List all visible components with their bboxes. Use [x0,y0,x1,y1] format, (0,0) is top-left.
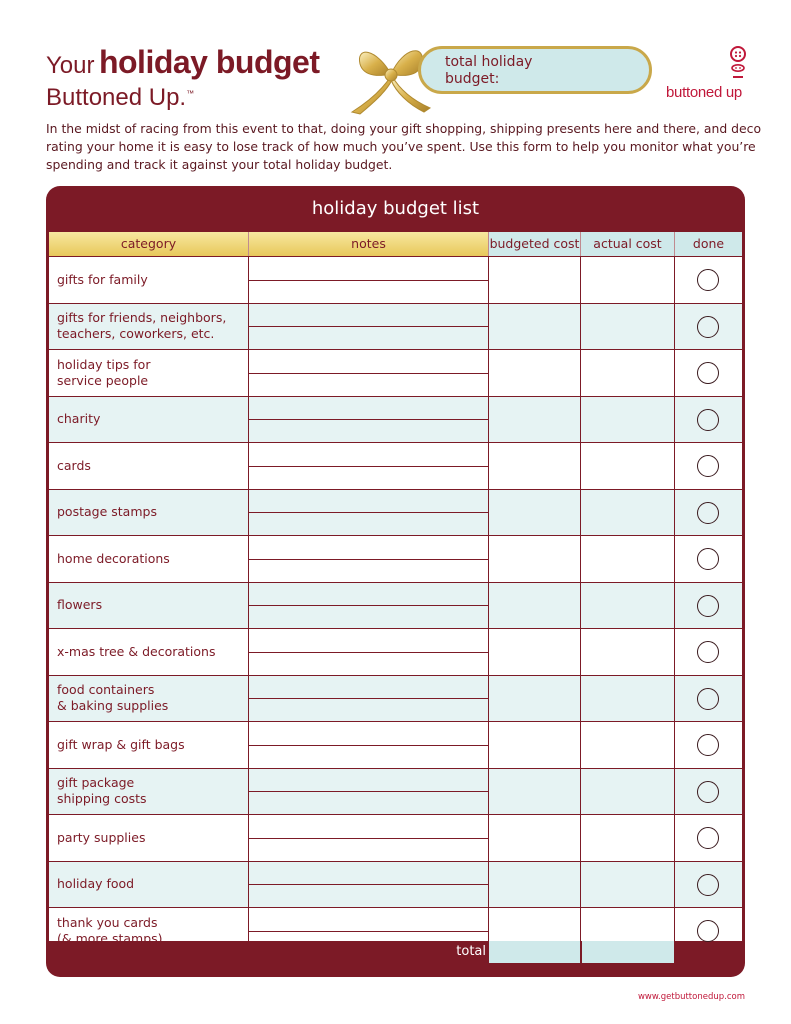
table-body [49,232,742,946]
done-cell [675,676,742,722]
done-cell [675,536,742,582]
notes-cell[interactable] [249,676,489,722]
notes-cell[interactable] [249,769,489,815]
column-header-actual-cost: actual cost [581,232,675,256]
actual-cost-cell[interactable] [581,722,675,768]
done-checkbox[interactable] [697,269,719,291]
done-cell [675,490,742,536]
notes-divider [249,791,488,792]
actual-cost-cell[interactable] [581,629,675,675]
category-label: gifts for family [57,271,148,287]
category-cell [49,443,249,489]
budgeted-cost-cell[interactable] [489,722,581,768]
notes-divider [249,698,488,699]
total-label: total [456,944,486,959]
notes-cell[interactable] [249,862,489,908]
notes-cell[interactable] [249,397,489,443]
table-row [49,721,742,768]
done-checkbox[interactable] [697,595,719,617]
intro-paragraph [46,120,762,174]
category-cell [49,490,249,536]
budgeted-cost-cell[interactable] [489,676,581,722]
category-cell [49,536,249,582]
table-row [49,256,742,303]
category-label: party supplies [57,829,146,845]
table-title: holiday budget list [311,198,480,219]
column-header-budgeted-cost: budgeted cost [489,232,581,256]
category-label: holiday tips for service people [57,356,151,388]
total-actual-cost-cell[interactable] [582,941,674,963]
notes-cell[interactable] [249,629,489,675]
budgeted-cost-cell[interactable] [489,397,581,443]
notes-cell[interactable] [249,815,489,861]
buttoned-up-logo [660,44,756,100]
budgeted-cost-cell[interactable] [489,862,581,908]
budgeted-cost-cell[interactable] [489,536,581,582]
notes-cell[interactable] [249,536,489,582]
table-row [49,442,742,489]
notes-divider [249,466,488,467]
notes-cell[interactable] [249,304,489,350]
table-row [49,628,742,675]
category-label: gift package shipping costs [57,775,147,807]
done-checkbox[interactable] [697,641,719,663]
done-cell [675,350,742,396]
category-cell [49,676,249,722]
category-cell [49,583,249,629]
done-checkbox[interactable] [697,874,719,896]
table-row [49,349,742,396]
done-checkbox[interactable] [697,688,719,710]
budgeted-cost-cell[interactable] [489,350,581,396]
done-checkbox[interactable] [697,455,719,477]
page-subtitle [46,84,194,112]
budgeted-cost-cell[interactable] [489,490,581,536]
budgeted-cost-cell[interactable] [489,769,581,815]
logo-text: buttoned up [666,84,742,101]
table-row [49,489,742,536]
category-label: food containers & baking supplies [57,682,169,714]
notes-cell[interactable] [249,443,489,489]
notes-cell[interactable] [249,583,489,629]
intro-line: spending and track it against your total holiday budget. [46,157,393,172]
done-checkbox[interactable] [697,920,719,942]
done-checkbox[interactable] [697,781,719,803]
budgeted-cost-cell[interactable] [489,443,581,489]
trademark-mark: ™ [186,89,195,98]
done-cell [675,443,742,489]
actual-cost-cell[interactable] [581,676,675,722]
category-label: cards [57,457,91,473]
done-cell [675,815,742,861]
actual-cost-cell[interactable] [581,443,675,489]
done-cell [675,257,742,303]
actual-cost-cell[interactable] [581,304,675,350]
table-row [49,675,742,722]
category-label: thank you cards (& more stamps) [57,914,163,946]
actual-cost-cell[interactable] [581,583,675,629]
actual-cost-cell[interactable] [581,769,675,815]
notes-cell[interactable] [249,257,489,303]
category-label: flowers [57,597,103,613]
actual-cost-cell[interactable] [581,350,675,396]
total-holiday-budget-field[interactable] [418,46,652,94]
notes-divider [249,931,488,932]
actual-cost-cell[interactable] [581,862,675,908]
title-your: Your [46,52,95,79]
category-cell [49,862,249,908]
actual-cost-cell[interactable] [581,490,675,536]
done-checkbox[interactable] [697,734,719,756]
category-cell [49,350,249,396]
notes-cell[interactable] [249,722,489,768]
done-cell [675,583,742,629]
total-row [46,941,745,977]
table-row [49,396,742,443]
actual-cost-cell[interactable] [581,397,675,443]
budget-table [46,186,745,977]
notes-divider [249,326,488,327]
category-label: x-mas tree & decorations [57,643,216,659]
title-holiday-budget: holiday budget [98,44,320,80]
category-label: holiday food [57,876,135,892]
budgeted-cost-cell[interactable] [489,583,581,629]
category-label: gift wrap & gift bags [57,736,185,752]
notes-divider [249,373,488,374]
category-label: charity [57,411,101,427]
total-holiday-budget-label: total holiday budget: [445,54,533,87]
notes-divider [249,512,488,513]
budgeted-cost-cell[interactable] [489,304,581,350]
button-stack-icon [660,44,756,84]
notes-divider [249,605,488,606]
intro-line: In the midst of racing from this event to that, doing your gift shopping, shipping presents here and there, and deco [46,121,762,136]
table-row [49,861,742,908]
table-row [49,303,742,350]
notes-divider [249,559,488,560]
category-cell [49,629,249,675]
done-cell [675,862,742,908]
notes-cell[interactable] [249,490,489,536]
done-checkbox[interactable] [697,502,719,524]
column-header-notes: notes [249,232,489,256]
done-cell [675,397,742,443]
table-row [49,768,742,815]
done-checkbox[interactable] [697,548,719,570]
notes-divider [249,838,488,839]
category-cell [49,257,249,303]
page-title [46,44,320,81]
done-cell [675,769,742,815]
notes-divider [249,745,488,746]
column-header-category: category [49,232,249,256]
actual-cost-cell[interactable] [581,257,675,303]
notes-divider [249,419,488,420]
budgeted-cost-cell[interactable] [489,815,581,861]
notes-cell[interactable] [249,350,489,396]
category-cell [49,397,249,443]
category-cell [49,769,249,815]
table-row [49,814,742,861]
budgeted-cost-cell[interactable] [489,629,581,675]
category-cell [49,304,249,350]
intro-line: rating your home it is easy to lose track of how much you’ve spent. Use this form to help you monitor what you’re [46,139,756,154]
category-label: postage stamps [57,504,157,520]
done-checkbox[interactable] [697,362,719,384]
category-cell [49,815,249,861]
done-checkbox[interactable] [697,409,719,431]
done-cell [675,629,742,675]
table-row [49,582,742,629]
total-budgeted-cost-cell[interactable] [489,941,580,963]
category-label: gifts for friends, neighbors, teachers, coworkers, etc. [57,310,227,342]
done-cell [675,304,742,350]
done-checkbox[interactable] [697,316,719,338]
category-cell [49,722,249,768]
notes-divider [249,884,488,885]
column-header-done: done [675,232,742,256]
notes-divider [249,652,488,653]
actual-cost-cell[interactable] [581,536,675,582]
footer-url: www.getbuttonedup.com [637,992,745,1002]
budgeted-cost-cell[interactable] [489,257,581,303]
done-cell [675,722,742,768]
table-row [49,535,742,582]
category-label: home decorations [57,550,170,566]
subtitle-text: Buttoned Up. [46,84,187,111]
notes-divider [249,280,488,281]
actual-cost-cell[interactable] [581,815,675,861]
done-checkbox[interactable] [697,827,719,849]
